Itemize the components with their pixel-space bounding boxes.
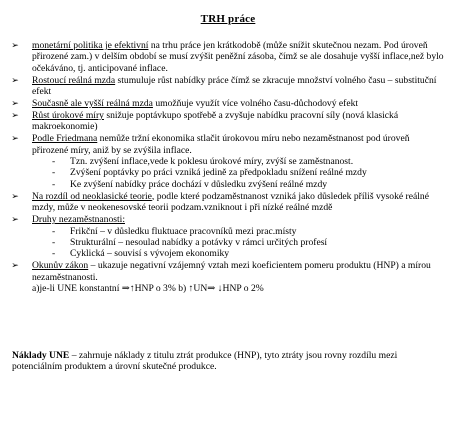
sub-list-item [32, 237, 444, 248]
item-text: nemůže tržní ekonomika stlačit úrokovou míru nebo nezaměstnanost pod úroveň přirozené míry, aniž by se zvýšila inflace. [32, 133, 410, 156]
dash-bullet-icon: - [52, 156, 56, 168]
list-item [11, 98, 444, 110]
list-item [11, 260, 444, 295]
sub-list-item [32, 248, 444, 259]
list-item [11, 109, 444, 133]
sub-item-text: Strukturální – nesoulad nabídky a potávky v rámci určitých profesí [70, 236, 328, 248]
item-text: umožňuje využít více volného času-důchodový efekt [152, 98, 359, 110]
dash-bullet-icon: - [52, 178, 56, 190]
sub-item-text: Cyklická – souvisí s vývojem ekonomiky [70, 248, 230, 260]
naklady-lead: Náklady UNE [12, 350, 70, 361]
dash-bullet-icon: - [52, 225, 56, 237]
item-text: na trhu práce jen krátkodobě (může snížit skutečnou nezam. Pod úroveň přirozené zam.) v delším období se musí zvýšit peněžní zásoba, čímž se ale dosahuje vyšší inflace,než bylo očekáváno, tj. anticipované inflace. [32, 40, 444, 74]
dash-bullet-icon: - [52, 236, 56, 248]
arrow-bullet-icon: ➢ [11, 133, 19, 144]
sub-list-item [32, 156, 444, 167]
item-lead: Na rozdíl od neoklasické teorie [32, 190, 152, 202]
sub-list [32, 156, 444, 190]
list-item [11, 190, 444, 214]
item-text: stumuluje růst nabídky práce čímž se zkracuje množství volného času – substituční efekt [32, 74, 437, 98]
item-text: , podle které podzaměstnanost vzniká jako důsledek příliš vysoké reálné mzdy, může v neokenesovské teorii podzam.vzniknout i při nízké reálné mzdě [32, 190, 429, 214]
item-lead: Růst úrokové míry [32, 109, 104, 121]
sub-list [32, 226, 444, 260]
item-lead: monetární politika je efektivní [32, 40, 149, 51]
item-lead: Podle Friedmana [32, 133, 98, 145]
page-title: TRH práce [200, 13, 256, 25]
sub-list-item [32, 167, 444, 178]
sub-item-text: Ke zvýšení nabídky práce dochází v důsledku zvýšení reálné mzdy [70, 178, 328, 190]
arrow-bullet-icon: ➢ [11, 190, 19, 201]
sub-item-text: Frikční – v důsledku fluktuace pracovníků mezi prac.místy [70, 225, 297, 237]
list-item [11, 214, 444, 260]
sub-list-item [32, 179, 444, 190]
arrow-bullet-icon: ➢ [11, 40, 19, 50]
item-lead: Současně ale vyšší reálná mzda [32, 98, 153, 110]
arrow-bullet-icon: ➢ [11, 109, 19, 120]
bullet-list [11, 40, 444, 295]
sub-item-text: Tzn. zvýšení inflace,vede k poklesu úrokové míry, zvýší se zaměstnanost. [70, 156, 354, 168]
arrow-bullet-icon: ➢ [11, 214, 19, 225]
naklady-text: – zahrnuje náklady z titulu ztrát produkce (HNP), tyto ztráty jsou rovny rozdílu mezi potenciálním produktem a úrovní skutečné produkce. [12, 350, 398, 373]
naklady-paragraph [12, 350, 444, 373]
sub-list-item [32, 226, 444, 237]
arrow-bullet-icon: ➢ [11, 260, 19, 271]
item-text: snižuje poptávkupo spotřebě a zvyšuje nabídku pracovní síly (nová klasická makroekonomie) [32, 109, 399, 133]
dash-bullet-icon: - [52, 167, 56, 179]
arrow-bullet-icon: ➢ [11, 74, 19, 85]
list-item [11, 74, 444, 98]
okun-formula: a)je-li UNE konstantní ⇒↑HNP o 3% b) ↑UN⇒ ↓HNP o 2% [32, 283, 264, 295]
list-item [11, 133, 444, 190]
list-item [11, 40, 444, 74]
arrow-bullet-icon: ➢ [11, 98, 19, 109]
item-lead: Rostoucí reálná mzda [32, 74, 116, 86]
sub-item-text: Zvýšení poptávky po práci vzniká jedině za předpokladu snížení reálné mzdy [70, 167, 367, 179]
item-lead: Okunův zákon [32, 260, 89, 272]
item-lead: Druhy nezaměstnanosti: [32, 214, 125, 226]
item-text: – ukazuje negativní vzájemný vztah mezi koeficientem pomeru produktu (HNP) a mírou nezaměstnanosti. [32, 260, 431, 283]
dash-bullet-icon: - [52, 248, 56, 260]
